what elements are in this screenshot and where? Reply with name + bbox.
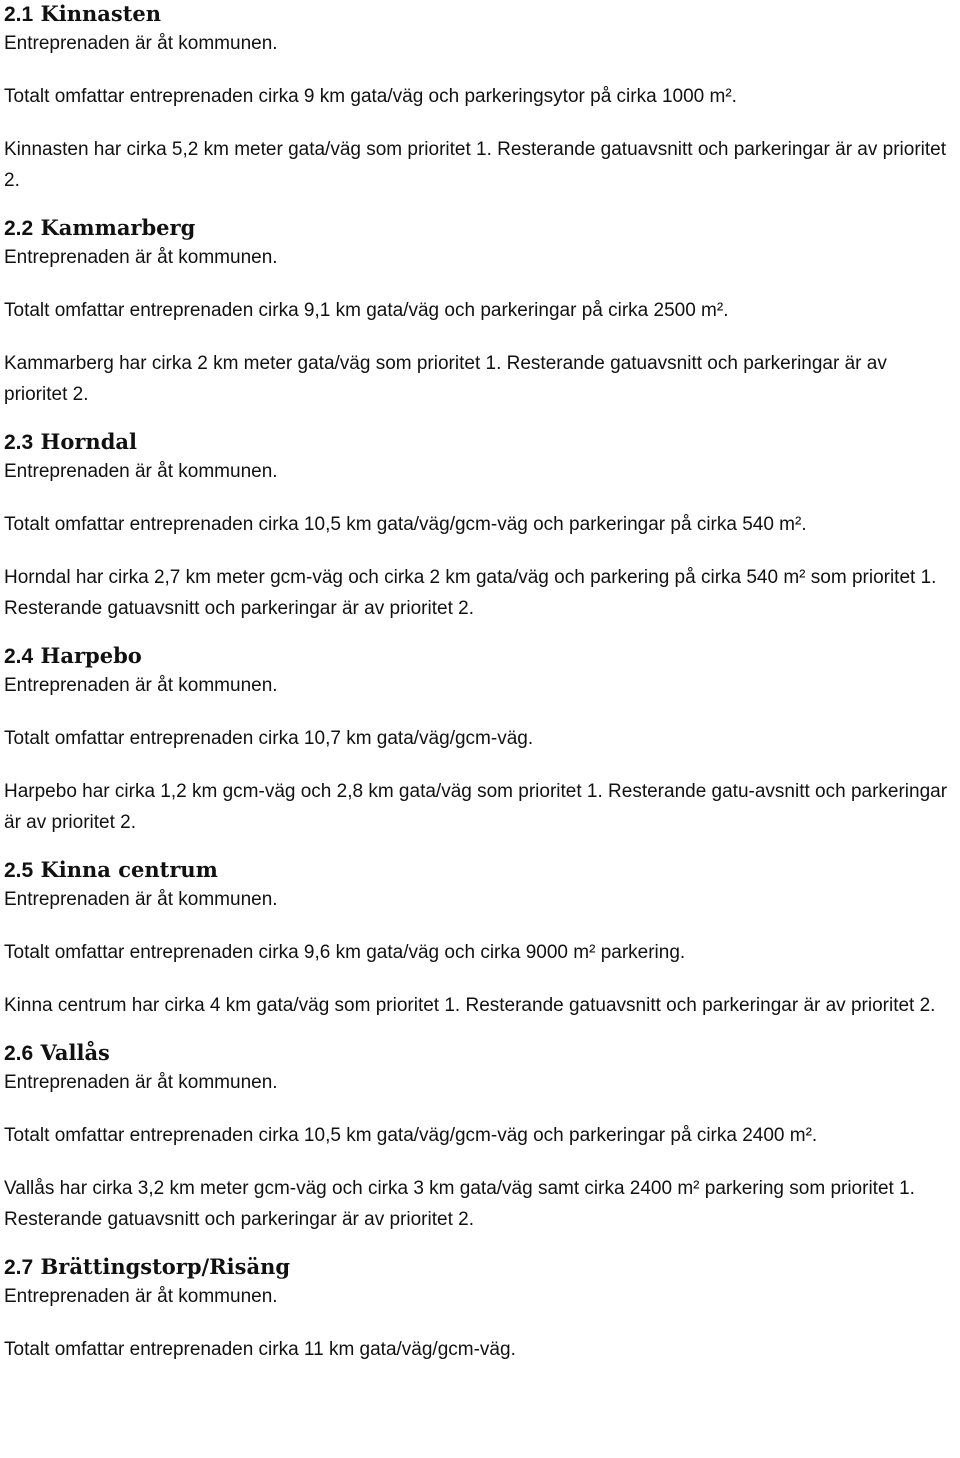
section-heading — [4, 856, 952, 884]
total-text: Totalt omfattar entreprenaden cirka 9,1 km gata/väg och parkeringar på cirka 2500 m². — [4, 300, 729, 321]
section-title: Kammarberg — [40, 215, 196, 240]
section-title: Horndal — [40, 429, 137, 454]
total-text: Totalt omfattar entreprenaden cirka 10,5 km gata/väg/gcm-väg och parkeringar på cirka 540 m². — [4, 514, 807, 535]
section-kinna-centrum — [4, 856, 952, 1021]
owner-text: Entreprenaden är åt kommunen. — [4, 675, 278, 696]
owner-text: Entreprenaden är åt kommunen. — [4, 1072, 278, 1093]
document-body — [4, 0, 952, 1387]
section-number: 2.2 — [4, 217, 34, 240]
section-heading — [4, 1253, 952, 1281]
section-kinnasten — [4, 0, 952, 196]
section-title: Harpebo — [40, 643, 142, 668]
priority-text: Kinna centrum har cirka 4 km gata/väg som prioritet 1. Resterande gatuavsnitt och parkeringar är av prioritet 2. — [4, 995, 936, 1016]
section-heading — [4, 428, 952, 456]
section-title: Kinnasten — [40, 1, 162, 26]
owner-text: Entreprenaden är åt kommunen. — [4, 1286, 278, 1307]
section-heading — [4, 214, 952, 242]
priority-text: Horndal har cirka 2,7 km meter gcm-väg och cirka 2 km gata/väg och parkering på cirka 540 m² som prioritet 1. Resterande gatuavsnitt och parkeringar är av prioritet 2. — [4, 567, 937, 619]
priority-text: Harpebo har cirka 1,2 km gcm-väg och 2,8 km gata/väg som prioritet 1. Resterande gatu-avsnitt och parkeringar är av prioritet 2. — [4, 781, 948, 833]
section-heading — [4, 642, 952, 670]
owner-text: Entreprenaden är åt kommunen. — [4, 247, 278, 268]
section-vallas — [4, 1039, 952, 1235]
owner-text: Entreprenaden är åt kommunen. — [4, 889, 278, 910]
section-title: Vallås — [40, 1040, 110, 1065]
priority-text: Vallås har cirka 3,2 km meter gcm-väg och cirka 3 km gata/väg samt cirka 2400 m² parkering som prioritet 1. Resterande gatuavsnitt och parkeringar är av prioritet 2. — [4, 1178, 915, 1230]
total-text: Totalt omfattar entreprenaden cirka 10,7 km gata/väg/gcm-väg. — [4, 728, 534, 749]
section-title: Brättingstorp/Risäng — [40, 1254, 291, 1279]
section-harpebo — [4, 642, 952, 838]
total-text: Totalt omfattar entreprenaden cirka 10,5 km gata/väg/gcm-väg och parkeringar på cirka 2400 m². — [4, 1125, 818, 1146]
section-brattingstorp-risang — [4, 1253, 952, 1365]
priority-text: Kinnasten har cirka 5,2 km meter gata/väg som prioritet 1. Resterande gatuavsnitt och parkeringar är av prioritet 2. — [4, 139, 947, 191]
section-heading — [4, 0, 952, 28]
section-number: 2.1 — [4, 3, 34, 26]
section-heading — [4, 1039, 952, 1067]
section-title: Kinna centrum — [40, 857, 218, 882]
section-number: 2.5 — [4, 859, 34, 882]
total-text: Totalt omfattar entreprenaden cirka 11 km gata/väg/gcm-väg. — [4, 1339, 516, 1360]
section-number: 2.4 — [4, 645, 34, 668]
section-number: 2.7 — [4, 1256, 34, 1279]
section-number: 2.3 — [4, 431, 34, 454]
priority-text: Kammarberg har cirka 2 km meter gata/väg som prioritet 1. Resterande gatuavsnitt och parkeringar är av prioritet 2. — [4, 353, 887, 405]
total-text: Totalt omfattar entreprenaden cirka 9 km gata/väg och parkeringsytor på cirka 1000 m². — [4, 86, 737, 107]
section-horndal — [4, 428, 952, 624]
total-text: Totalt omfattar entreprenaden cirka 9,6 km gata/väg och cirka 9000 m² parkering. — [4, 942, 686, 963]
owner-text: Entreprenaden är åt kommunen. — [4, 461, 278, 482]
owner-text: Entreprenaden är åt kommunen. — [4, 33, 278, 54]
section-number: 2.6 — [4, 1042, 34, 1065]
section-kammarberg — [4, 214, 952, 410]
